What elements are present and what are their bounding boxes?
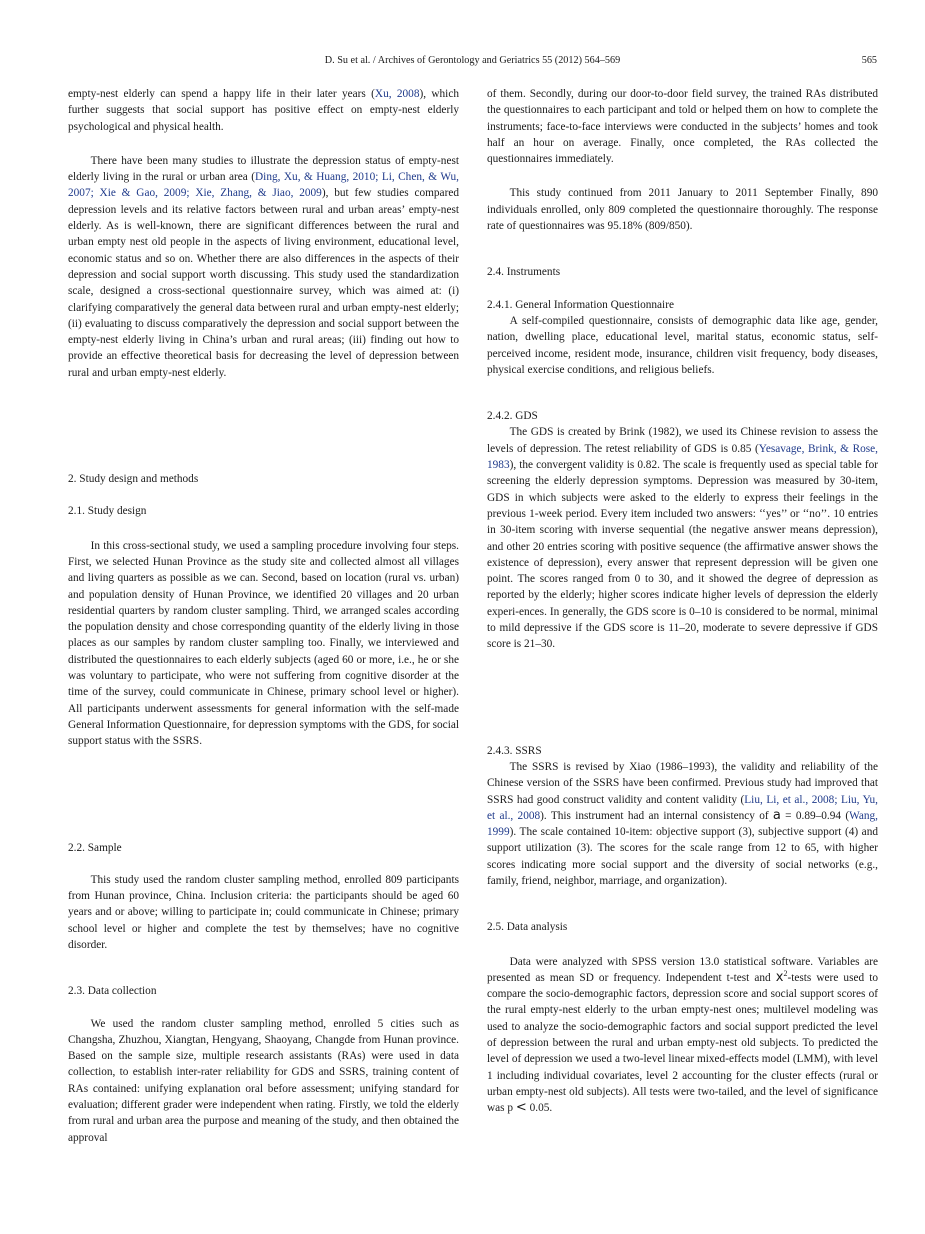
paragraph: There have been many studies to illustrate the depression status of empty-nest elderly living in the rural or urban area (Ding, Xu, & Huang, 2010; Li, Chen, & Wu, 2007; Xie & Gao, 2009; Xie, Zhang, & Jiao, 2009), but few studies compared depression levels and its relative factors between rural and urban areas’ empty-nest elderly. As is well-known, there are significant differences between the rural and urban empty nest old people in the aspects of living environment, educational level, economic status and so on. Whether there are also differences in the aspects of their depression and social support worth discussing. This study used the standardization scale, designed a cross-sectional questionnaire survey, which was aimed at: (i) clarifying comparatively the general data between rural and urban empty-nest elderly; (ii) evaluating to discuss comparatively the depression and social support between the empty-nest elderly living in China’s urban and rural areas; (iii) finding out how to provide an effective theoretical basis for decreasing the level of depression between rural and urban empty-nest elderly. bbox=[68, 154, 459, 379]
citation-link[interactable]: Liu, Li, et al., 2008; Liu, Yu, et al., 2008 bbox=[487, 793, 878, 822]
section-heading: 2. Study design and methods bbox=[68, 473, 199, 486]
paragraph: This study continued from 2011 January to 2011 September Finally, 890 individuals enrolled, only 809 completed the questionnaire thoroughly. The response rate of questionnaires was 95.18% (809/850). bbox=[487, 187, 878, 233]
subsubsection-heading: 2.4.1. General Information Questionnaire bbox=[487, 298, 674, 311]
paragraph: The GDS is created by Brink (1982), we used its Chinese revision to assess the levels of depression. The retest reliability of GDS is 0.85 (Yesavage, Brink, & Rose, 1983), the convergent validity is 0.82. The scale is frequently used as special table for screening the elderly depression symptoms. Depression was measured by 30-item, GDS in which subjects were asked to the elderly to express their feelings in the previous 1-week period. Every item included two answers: ‘‘yes’’ or ‘‘no’’. 10 entries in 30-item scoring with inverse sequential (the negative answer means depression), and other 20 entries scoring with positive sequence (the affirmative answer shows the existence of depression), every answer that represent depression will be given one point. The scores ranged from 0 to 30, and it showed the degree of depression as reported by the elderly; higher scores indicate higher levels of depression the elderly experi-ences. In generally, the GDS score is 0–10 is considered to be normal, minimal to mild depressive if the GDS score is 11–20, moderate to severe depressive if GDS score is 21–30. bbox=[487, 426, 878, 651]
page-number: 565 bbox=[861, 55, 877, 66]
citation-link[interactable]: Xu, 2008 bbox=[374, 88, 420, 100]
subsection-heading: 2.2. Sample bbox=[68, 841, 122, 854]
paragraph: empty-nest elderly can spend a happy life in their later years (Xu, 2008), which further suggests that social support has positive effect on empty-nest elderly psychological and physical health. bbox=[68, 88, 459, 133]
citation-link[interactable]: Yesavage, Brink, & Rose, 1983 bbox=[487, 442, 878, 472]
paragraph: of them. Secondly, during our door-to-door field survey, the trained RAs distributed the questionnaires to each participant and told or helped them on how to complete the instruments; face-to-face interviews were conducted in the subjects’ homes and took half an hour on average. Finally, once completed, the RAs collected the questionnaires immediately. bbox=[487, 88, 878, 166]
paragraph: We used the random cluster sampling method, enrolled 5 cities such as Changsha, Zhuzhou, Xiangtan, Hengyang, Shaoyang, Changde from Hunan province. Based on the sample size, multiple research assistants (RAs) were used in data collection, to establish inter-rater reliability for GDS and SSRS, training content of RAs contained: unifying explanation oral before assessment; unifying standard for evaluation; different grader were independent when rating. Firstly, we told the elderly from rural and urban area the purpose and meaning of the study, and then obtained the approval bbox=[68, 1017, 459, 1144]
citation-link[interactable]: Wang, 1999 bbox=[487, 809, 879, 839]
right-column bbox=[487, 86, 878, 1117]
subsection-heading: 2.1. Study design bbox=[68, 505, 147, 518]
alpha-symbol: a bbox=[772, 807, 781, 823]
chi-symbol: x bbox=[775, 969, 784, 985]
left-column bbox=[68, 86, 459, 1146]
subsection-heading: 2.3. Data collection bbox=[68, 985, 157, 998]
paragraph: This study used the random cluster sampling method, enrolled 809 participants from Hunan province, China. Inclusion criteria: the participants should be aged 60 years and or above; willing to participate in; could communicate in Chinese; primary school level or higher and complete the test by themselves; have no cognitive disorder. bbox=[68, 873, 459, 951]
subsection-heading: 2.5. Data analysis bbox=[487, 921, 568, 934]
paragraph: The SSRS is revised by Xiao (1986–1993), the validity and reliability of the Chinese version of the SSRS have been confirmed. Previous study had improved that SSRS had good construct validity and content validity (Liu, Li, et al., 2008; Liu, Yu, et al., 2008). This instrument had an internal consistency of a = 0.89–0.94 (Wang, 1999). The scale contained 10-item: objective support (3), subjective support (4) and support utilization (3). The scores for the scale range from 12 to 65, with higher scores indicating more social support and the diversity of social networks (e.g., family, friend, neighbor, marriage, and organization). bbox=[487, 760, 879, 887]
less-than-symbol: < bbox=[515, 1100, 527, 1116]
citation-link[interactable]: Ding, Xu, & Huang, 2010; Li, Chen, & Wu, 2007; Xie & Gao, 2009; Xie, Zhang, & Jiao, 2009 bbox=[68, 171, 459, 200]
journal-citation: D. Su et al. / Archives of Gerontology and Geriatrics 55 (2012) 564–569 bbox=[324, 55, 621, 66]
paragraph: A self-compiled questionnaire, consists of demographic data like age, gender, nation, dwelling place, educational level, marital status, economic status, self-perceived income, resident mode, insurance, children visit frequency, body diseases, physical exercise conditions, and religious beliefs. bbox=[487, 314, 878, 376]
paragraph: In this cross-sectional study, we used a sampling procedure involving four steps. First, we selected Hunan Province as the study site and collected almost all villages and living quarters as possible as we can. Second, based on location (rural vs. urban) and population density of Hunan Province, we identified 20 villages and 20 urban residential quarters by random cluster sampling. Third, we arranged scales according the population density and chose corresponding quantity of the elderly living in those places as our samples by random cluster sampling too. Finally, we interviewed and distributed the questionnaires to each elderly subjects (aged 60 or more, i.e., he or she was voluntary to participate, who were not suffering from cognitive disorder at the time of the survey, could communicate in Chinese, primary school level or higher). All participants underwent assessments for general information with the self-made General Information Questionnaire, for depression symptoms with the GDS, for social support status with the SSRS. bbox=[68, 539, 459, 748]
subsection-heading: 2.4. Instruments bbox=[487, 266, 561, 279]
subsubsection-heading: 2.4.3. SSRS bbox=[487, 744, 542, 757]
paragraph: Data were analyzed with SPSS version 13.0 statistical software. Variables are presented as mean SD or frequency. Independent t-test and $x^2$-tests were used to compare the socio-demographic factors, depression score and social support scores of the rural empty-nest elderly to the urban empty-nest ones; multilevel modeling was used to analyze the socio-demographic factors and social support predicted the level of depression between the rural and urban empty-nest old subjects. To predicted the level of depression we used a two-level linear mixed-effects model (LMM), with level 1 including individual covariates, level 2 accounting for the cluster effects (rural or urban empty-nest old subjects). All tests were two-tailed, and the level of significance was p < 0.05. bbox=[487, 955, 878, 1116]
subsubsection-heading: 2.4.2. GDS bbox=[487, 410, 538, 423]
